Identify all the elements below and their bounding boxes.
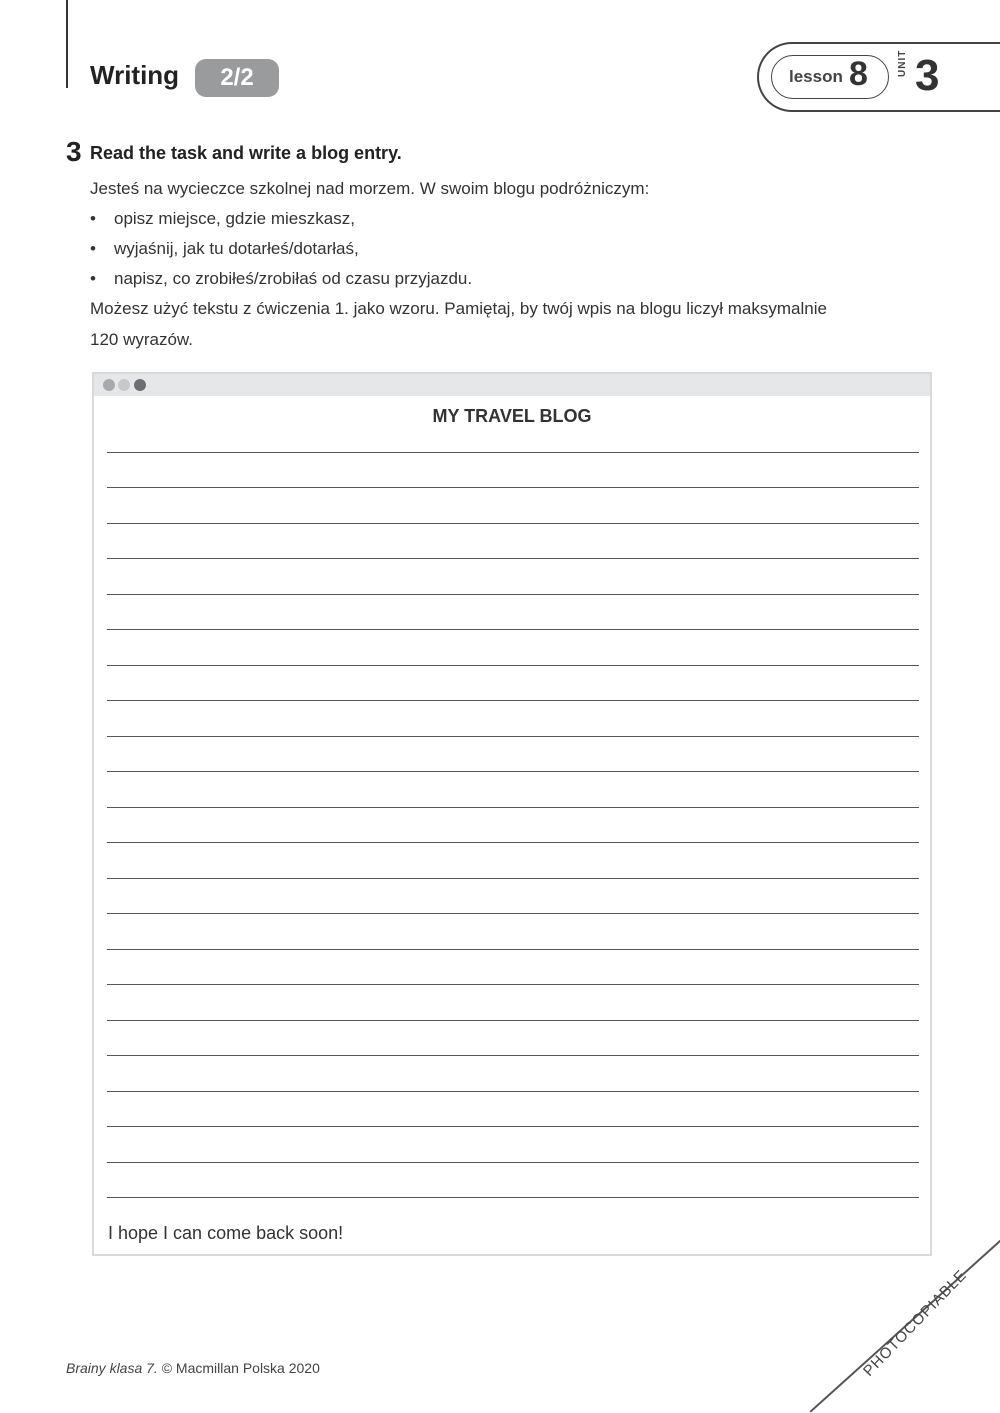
task-bullet (90, 204, 355, 234)
bullet-icon: • (90, 209, 96, 228)
blog-title: MY TRAVEL BLOG (432, 406, 592, 426)
bullet-text: wyjaśnij, jak tu dotarłeś/dotarłaś, (114, 239, 359, 258)
task-instruction: Możesz użyć tekstu z ćwiczenia 1. jako wzoru. Pamiętaj, by twój wpis na blogu liczył maksymalnie (90, 299, 827, 318)
writing-line[interactable] (107, 736, 919, 737)
writing-line[interactable] (107, 1162, 919, 1163)
writing-line[interactable] (107, 984, 919, 985)
blog-window-titlebar (94, 374, 930, 396)
writing-line[interactable] (107, 771, 919, 772)
task-word-limit: 120 wyrazów. (90, 330, 193, 349)
writing-line[interactable] (107, 594, 919, 595)
window-dot-icon (103, 379, 115, 391)
writing-line[interactable] (107, 452, 919, 453)
exercise-number: 3 (66, 136, 82, 167)
writing-line[interactable] (107, 878, 919, 879)
bullet-text: opisz miejsce, gdzie mieszkasz, (114, 209, 355, 228)
writing-line[interactable] (107, 1126, 919, 1127)
section-title: Writing (90, 60, 180, 90)
bullet-icon: • (90, 269, 96, 288)
writing-line[interactable] (107, 913, 919, 914)
window-dot-icon (134, 379, 146, 391)
writing-line[interactable] (107, 842, 919, 843)
unit-number: 3 (915, 51, 940, 100)
writing-line[interactable] (107, 1197, 919, 1198)
section-part-badge: 2/2 (195, 59, 279, 97)
bullet-icon: • (90, 239, 96, 258)
writing-line[interactable] (107, 1091, 919, 1092)
blog-window (92, 372, 932, 1256)
book-title: Brainy klasa 7. (66, 1360, 158, 1376)
unit-label: UNIT (897, 49, 908, 77)
writing-line[interactable] (107, 1020, 919, 1021)
task-bullet (90, 264, 472, 294)
lesson-number: 8 (849, 55, 868, 93)
footer-credit (66, 1360, 320, 1376)
photocopiable-stamp: PHOTOCOPIABLE (860, 1266, 971, 1380)
writing-line[interactable] (107, 807, 919, 808)
writing-line[interactable] (107, 700, 919, 701)
lesson-label: lesson (789, 67, 843, 86)
writing-line[interactable] (107, 487, 919, 488)
margin-rule (66, 0, 68, 88)
blog-closing-sentence: I hope I can come back soon! (108, 1223, 344, 1243)
writing-line[interactable] (107, 558, 919, 559)
copyright: © Macmillan Polska 2020 (161, 1360, 320, 1376)
window-dot-icon (118, 379, 130, 391)
task-bullet (90, 234, 359, 264)
writing-line[interactable] (107, 629, 919, 630)
writing-line[interactable] (107, 1055, 919, 1056)
exercise-heading: Read the task and write a blog entry. (90, 143, 402, 163)
task-intro: Jesteś na wycieczce szkolnej nad morzem. W swoim blogu podróżniczym: (90, 179, 650, 198)
bullet-text: napisz, co zrobiłeś/zrobiłaś od czasu przyjazdu. (114, 269, 473, 288)
writing-line[interactable] (107, 665, 919, 666)
writing-line[interactable] (107, 523, 919, 524)
writing-line[interactable] (107, 949, 919, 950)
